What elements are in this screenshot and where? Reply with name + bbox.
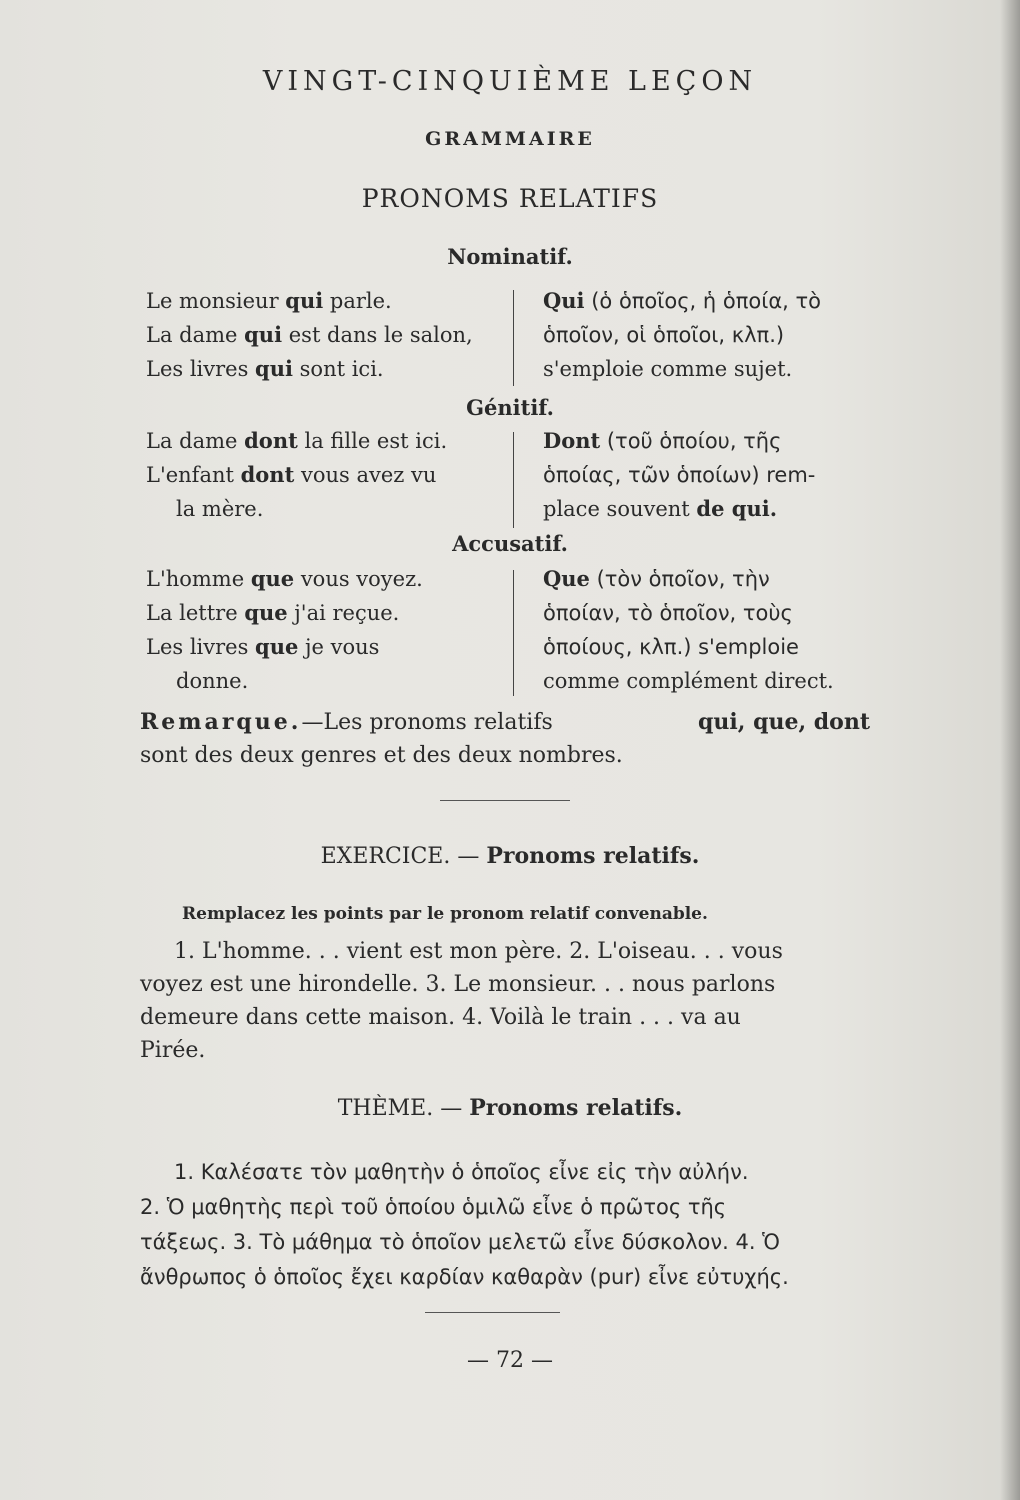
exercise-line: voyez est une hirondelle. 3. Le monsieur. . . nous parlons xyxy=(140,972,776,997)
column-divider xyxy=(513,290,514,386)
section-title: GRAMMAIRE xyxy=(425,128,595,150)
example-line: Les livres qui sont ici. xyxy=(146,356,384,381)
genitif-examples: La dame dont la fille est ici. L'enfant dont vous avez vu la mère. xyxy=(146,428,448,521)
lesson-title: VINGT-CINQUIÈME LEÇON xyxy=(262,66,758,97)
accusatif-heading: Accusatif. xyxy=(452,531,568,556)
remarque-paragraph: Remarque.—Les pronoms relatifs qui, que, dont sont des deux genres et des deux nombres. xyxy=(140,709,870,768)
page-number: — 72 — xyxy=(467,1348,553,1373)
example-line: Le monsieur qui parle. xyxy=(146,288,392,313)
nominatif-note: Qui (ὁ ὁποῖος, ἡ ὁποία, τὸ ὁποῖον, οἱ ὁποῖοι, κλπ.) s'emploie comme sujet. xyxy=(543,288,822,381)
genitif-note: Dont (τοῦ ὁποίου, τῆς ὁποίας, τῶν ὁποίων) rem- place souvent de qui. xyxy=(543,428,816,521)
theme-title: THÈME. — Pronoms relatifs. xyxy=(337,1095,683,1121)
column-divider xyxy=(513,432,514,528)
theme-line: τάξεως. 3. Τὸ μάθημα τὸ ὁποῖον μελετῶ εἶνε δύσκολον. 4. Ὁ xyxy=(140,1230,780,1254)
accusatif-note: Que (τὸν ὁποῖον, τὴν ὁποίαν, τὸ ὁποῖον, τοὺς ὁποίους, κλπ.) s'emploie comme complément direct. xyxy=(543,566,834,693)
theme-line: 1. Καλέσατε τὸν μαθητὴν ὁ ὁποῖος εἶνε εἰς τὴν αὐλήν. xyxy=(174,1160,749,1184)
exercise-line: Pirée. xyxy=(140,1038,206,1063)
remarque-label: Remarque. xyxy=(140,709,302,735)
exercise-title: EXERCICE. — Pronoms relatifs. xyxy=(320,843,700,869)
theme-line: ἄνθρωπος ὁ ὁποῖος ἔχει καρδίαν καθαρὰν (pur) εἶνε εὐτυχής. xyxy=(140,1265,789,1289)
exercise-line: demeure dans cette maison. 4. Voilà le train . . . va au xyxy=(140,1005,741,1030)
theme-line: 2. Ὁ μαθητὴς περὶ τοῦ ὁποίου ὁμιλῶ εἶνε ὁ πρῶτος τῆς xyxy=(140,1195,727,1219)
exercise-body xyxy=(140,935,870,1067)
nominatif-heading: Nominatif. xyxy=(447,244,573,269)
theme-body xyxy=(140,1155,870,1295)
example-line: La dame qui est dans le salon, xyxy=(146,322,473,347)
nominatif-examples xyxy=(146,284,506,386)
exercise-line: 1. L'homme. . . vient est mon père. 2. L'oiseau. . . vous xyxy=(174,939,783,964)
exercise-instruction: Remplacez les points par le pronom relatif convenable. xyxy=(182,904,708,924)
divider xyxy=(440,800,570,801)
genitif-heading: Génitif. xyxy=(466,395,554,420)
accusatif-examples: L'homme que vous voyez. La lettre que j'ai reçue. Les livres que je vous donne. xyxy=(146,566,423,693)
divider xyxy=(425,1312,560,1313)
page-subtitle: PRONOMS RELATIFS xyxy=(361,184,659,213)
column-divider xyxy=(513,570,514,696)
